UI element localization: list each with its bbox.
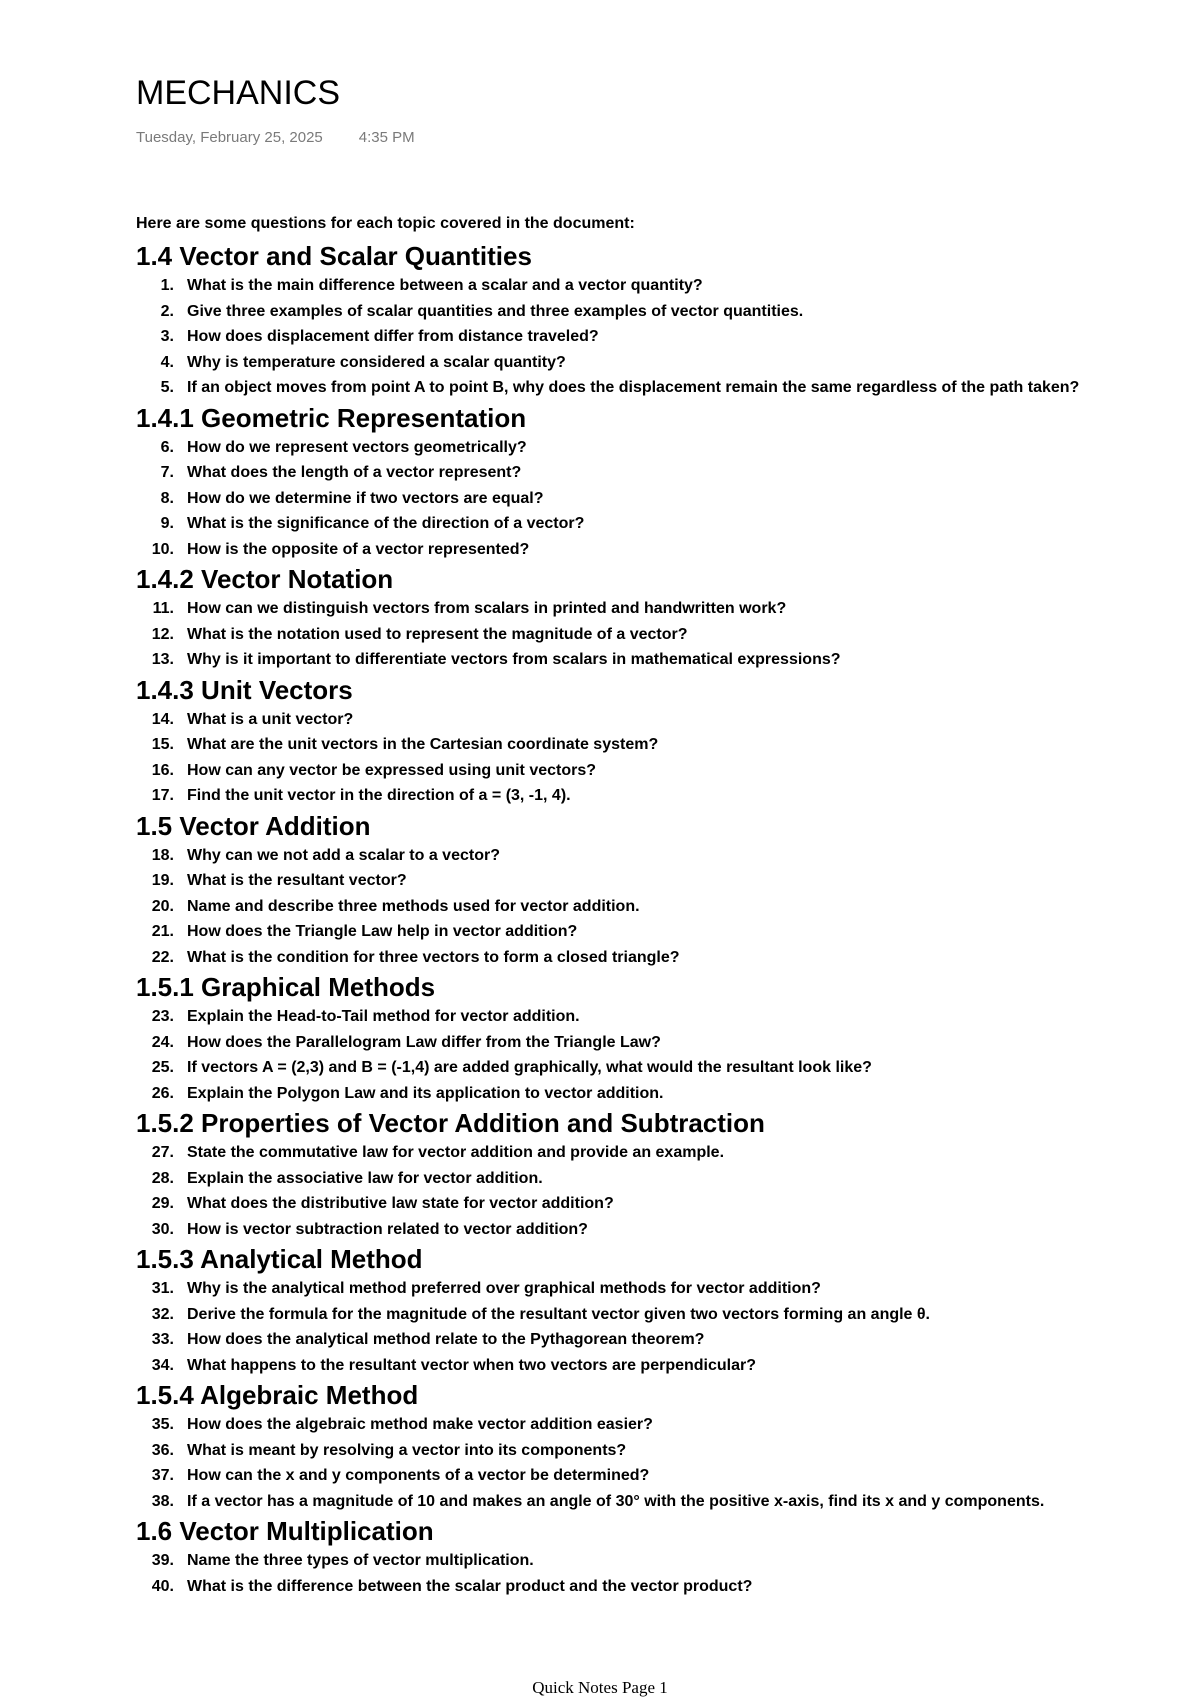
question-item	[136, 1030, 1186, 1056]
question-section	[136, 673, 1186, 809]
question-item	[136, 1412, 1186, 1438]
question-number: 33.	[151, 1331, 174, 1348]
question-number: 29.	[151, 1195, 174, 1212]
question-text: How does the algebraic method make vector addition easier?	[187, 1416, 653, 1433]
question-item	[136, 894, 1186, 920]
page-date: Tuesday, February 25, 2025	[136, 129, 323, 146]
question-text: If vectors A = (2,3) and B = (-1,4) are added graphically, what would the resultant look like?	[187, 1059, 872, 1076]
question-text: What is the resultant vector?	[187, 872, 407, 889]
question-number: 26.	[151, 1084, 174, 1102]
question-text: How does the analytical method relate to the Pythagorean theorem?	[187, 1331, 705, 1348]
question-text: What is the condition for three vectors to form a closed triangle?	[187, 948, 680, 966]
question-text: What is the difference between the scalar product and the vector product?	[187, 1577, 753, 1595]
question-text: What is the significance of the direction of a vector?	[187, 515, 585, 532]
question-item	[136, 1191, 1186, 1217]
question-number: 32.	[151, 1305, 174, 1323]
question-number: 25.	[151, 1059, 174, 1076]
question-text: How does displacement differ from distance traveled?	[187, 328, 599, 345]
question-item	[136, 1140, 1186, 1166]
question-item	[136, 843, 1186, 869]
question-number: 3.	[160, 328, 174, 345]
question-number: 23.	[151, 1008, 174, 1025]
question-number: 20.	[151, 897, 174, 915]
question-number: 34.	[151, 1356, 174, 1374]
question-item	[136, 1327, 1186, 1353]
question-item	[136, 945, 1186, 971]
question-number: 11.	[152, 600, 174, 617]
question-text: How is vector subtraction related to vector addition?	[187, 1220, 588, 1238]
question-text: What are the unit vectors in the Cartesian coordinate system?	[187, 736, 659, 753]
question-number: 8.	[160, 489, 174, 507]
question-item	[136, 435, 1186, 461]
section-heading: 1.5.4 Algebraic Method	[136, 1380, 419, 1410]
question-text: How can any vector be expressed using unit vectors?	[187, 761, 597, 779]
question-number: 10.	[151, 540, 174, 558]
question-number: 24.	[151, 1033, 174, 1051]
question-number: 5.	[160, 379, 174, 396]
question-text: Explain the associative law for vector addition.	[187, 1169, 543, 1187]
question-item	[136, 919, 1186, 945]
question-item	[136, 1574, 1186, 1600]
question-item	[136, 1353, 1186, 1379]
question-number: 2.	[160, 302, 174, 320]
question-item	[136, 299, 1186, 325]
question-item	[136, 486, 1186, 512]
section-heading: 1.5.3 Analytical Method	[136, 1244, 423, 1274]
question-item	[136, 868, 1186, 894]
question-item	[136, 1217, 1186, 1243]
section-heading: 1.5.2 Properties of Vector Addition and Subtraction	[136, 1108, 765, 1138]
section-heading: 1.4 Vector and Scalar Quantities	[136, 241, 532, 271]
question-number: 40.	[151, 1577, 174, 1595]
question-item	[136, 596, 1186, 622]
question-number: 30.	[151, 1220, 174, 1238]
page-footer: Quick Notes Page 1	[532, 1678, 668, 1697]
question-item	[136, 758, 1186, 784]
question-section	[136, 809, 1186, 971]
section-heading: 1.4.1 Geometric Representation	[136, 402, 527, 433]
question-item	[136, 375, 1186, 401]
question-item	[136, 647, 1186, 673]
question-text: Explain the Polygon Law and its application to vector addition.	[187, 1084, 664, 1102]
question-number: 31.	[151, 1280, 174, 1297]
question-number: 1.	[160, 277, 174, 294]
question-text: How does the Triangle Law help in vector addition?	[187, 923, 578, 940]
question-number: 28.	[151, 1169, 174, 1187]
question-section	[136, 1106, 1186, 1242]
question-item	[136, 324, 1186, 350]
question-item	[136, 783, 1186, 809]
question-number: 18.	[151, 846, 174, 864]
question-text: Name and describe three methods used for vector addition.	[187, 897, 640, 915]
question-number: 13.	[151, 651, 174, 668]
question-text: Why is the analytical method preferred over graphical methods for vector addition?	[187, 1280, 821, 1297]
note-content[interactable]	[136, 213, 1186, 1599]
question-text: State the commutative law for vector addition and provide an example.	[187, 1144, 725, 1161]
question-section	[136, 1242, 1186, 1378]
question-number: 37.	[151, 1467, 174, 1484]
question-item	[136, 1489, 1186, 1515]
question-text: What does the length of a vector represent?	[187, 464, 522, 481]
question-item	[136, 1548, 1186, 1574]
question-text: How can the x and y components of a vector be determined?	[187, 1467, 650, 1484]
question-item	[136, 1081, 1186, 1107]
question-number: 9.	[160, 515, 174, 532]
question-text: If an object moves from point A to point B, why does the displacement remain the same regardless of the path taken?	[187, 379, 1080, 396]
section-heading: 1.5 Vector Addition	[136, 810, 371, 841]
question-text: Name the three types of vector multiplication.	[187, 1552, 534, 1569]
question-section	[136, 401, 1186, 563]
question-text: What is meant by resolving a vector into its components?	[187, 1441, 627, 1459]
question-text: Give three examples of scalar quantities and three examples of vector quantities.	[187, 302, 804, 320]
question-text: What is a unit vector?	[187, 710, 354, 728]
page-time: 4:35 PM	[358, 129, 415, 146]
question-section	[136, 1514, 1186, 1599]
question-item	[136, 1438, 1186, 1464]
page-title[interactable]: MECHANICS	[136, 74, 341, 112]
page-metadata	[136, 129, 415, 146]
question-text: How does the Parallelogram Law differ from the Triangle Law?	[187, 1033, 661, 1051]
question-section	[136, 239, 1186, 401]
question-text: How can we distinguish vectors from scalars in printed and handwritten work?	[187, 600, 787, 617]
question-number: 35.	[151, 1416, 174, 1433]
question-number: 12.	[151, 625, 174, 643]
question-item	[136, 511, 1186, 537]
question-section	[136, 1378, 1186, 1514]
question-item	[136, 273, 1186, 299]
question-item	[136, 1004, 1186, 1030]
question-number: 15.	[151, 736, 174, 753]
intro-text: Here are some questions for each topic covered in the document:	[136, 215, 635, 232]
question-number: 4.	[160, 353, 174, 371]
question-item	[136, 460, 1186, 486]
question-item	[136, 350, 1186, 376]
question-text: Explain the Head-to-Tail method for vector addition.	[187, 1008, 580, 1025]
question-text: What does the distributive law state for vector addition?	[187, 1195, 614, 1212]
question-number: 7.	[160, 464, 174, 481]
question-text: Why is it important to differentiate vectors from scalars in mathematical expressions?	[187, 651, 841, 668]
question-item	[136, 732, 1186, 758]
question-text: If a vector has a magnitude of 10 and makes an angle of 30° with the positive x-axis, find its x and y components.	[187, 1492, 1045, 1510]
question-number: 39.	[151, 1552, 174, 1569]
question-number: 19.	[151, 872, 174, 889]
question-item	[136, 1463, 1186, 1489]
question-text: How do we determine if two vectors are equal?	[187, 489, 544, 507]
question-number: 22.	[151, 948, 174, 966]
question-item	[136, 1055, 1186, 1081]
question-item	[136, 707, 1186, 733]
section-heading: 1.5.1 Graphical Methods	[136, 972, 436, 1002]
question-number: 27.	[151, 1144, 174, 1161]
question-item	[136, 1276, 1186, 1302]
question-number: 38.	[151, 1492, 174, 1510]
question-number: 16.	[151, 761, 174, 779]
question-item	[136, 537, 1186, 563]
question-text: What happens to the resultant vector when two vectors are perpendicular?	[187, 1356, 756, 1374]
question-text: Why can we not add a scalar to a vector?	[187, 846, 500, 864]
question-item	[136, 622, 1186, 648]
question-number: 17.	[151, 787, 174, 804]
section-heading: 1.6 Vector Multiplication	[136, 1516, 434, 1546]
question-section	[136, 562, 1186, 673]
question-number: 14.	[151, 710, 174, 728]
question-text: What is the notation used to represent the magnitude of a vector?	[187, 625, 688, 643]
question-text: How is the opposite of a vector represented?	[187, 540, 530, 558]
question-text: Derive the formula for the magnitude of the resultant vector given two vectors forming an angle θ.	[187, 1305, 930, 1323]
question-text: Find the unit vector in the direction of a = (3, -1, 4).	[187, 787, 571, 804]
section-heading: 1.4.2 Vector Notation	[136, 564, 394, 594]
question-number: 6.	[160, 438, 174, 456]
question-text: How do we represent vectors geometrically?	[187, 438, 527, 456]
question-section	[136, 970, 1186, 1106]
question-text: Why is temperature considered a scalar quantity?	[187, 353, 566, 371]
question-number: 21.	[151, 923, 174, 940]
question-item	[136, 1166, 1186, 1192]
question-number: 36.	[151, 1441, 174, 1459]
question-text: What is the main difference between a scalar and a vector quantity?	[187, 277, 703, 294]
question-item	[136, 1302, 1186, 1328]
section-heading: 1.4.3 Unit Vectors	[136, 674, 353, 705]
